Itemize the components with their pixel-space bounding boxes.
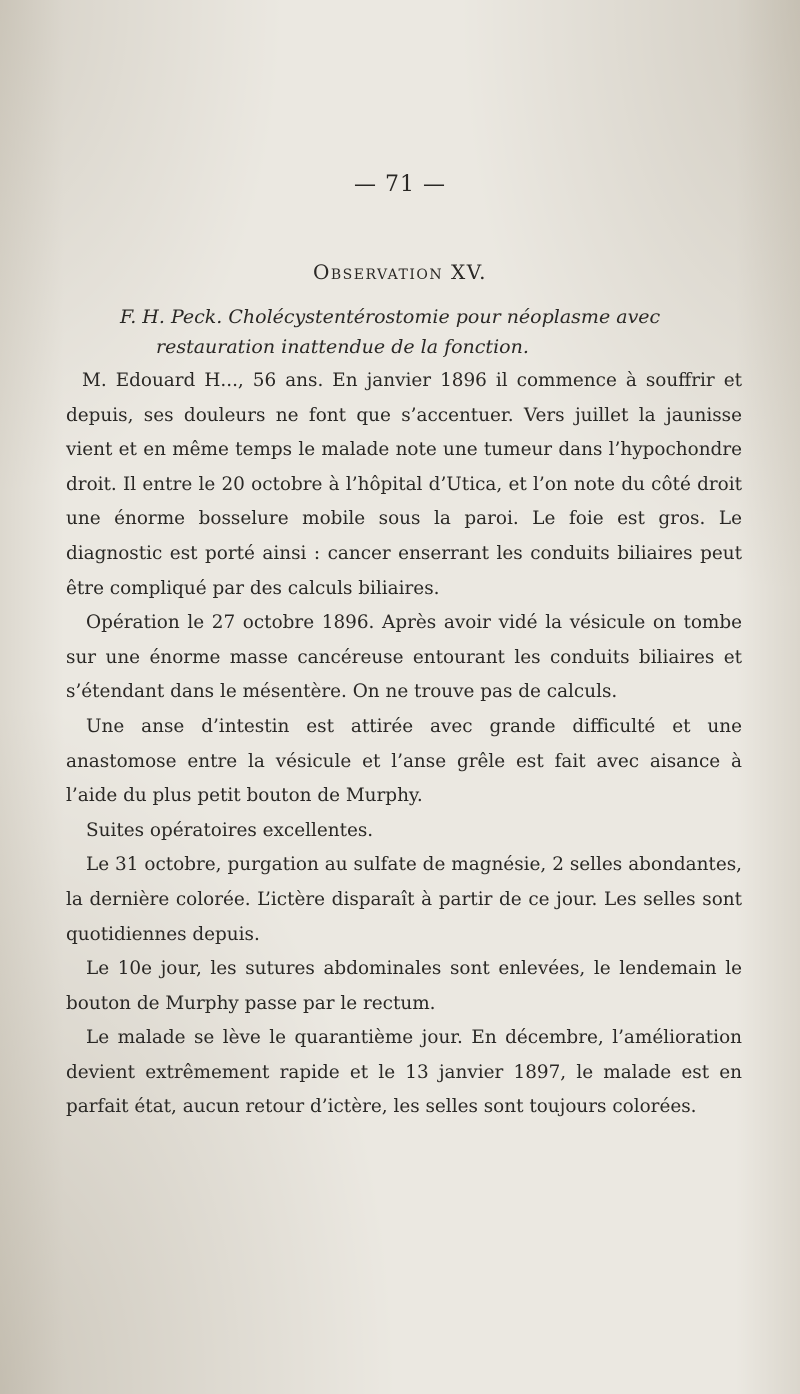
paragraph-recovery: Le malade se lève le quarantième jour. En décembre, l’amélioration devient extrêmement rapide et le 13 janvier 1897, le malade est en parfait état, aucun retour d’ictère, les selles sont toujours colorées. (66, 1027, 742, 1118)
subtitle-line-2: restauration inattendue de la fonction. (156, 336, 529, 358)
paragraph-sutures: Le 10e jour, les sutures abdominales sont enlevées, le lendemain le bouton de Murphy passe par le rectum. (66, 958, 742, 1014)
paragraph-operation: Opération le 27 octobre 1896. Après avoir vidé la vésicule on tombe sur une énorme masse cancéreuse entourant les conduits biliaires et s’étendant dans le mésentère. On ne trouve pas de calculs. (66, 612, 742, 703)
paragraph-postop: Suites opératoires excellentes. (86, 819, 374, 841)
subtitle-line-1: F. H. Peck. Cholécystentérostomie pour néoplasme avec (120, 306, 661, 328)
paragraph-anastomosis: Une anse d’intestin est attirée avec grande difficulté et une anastomose entre la vésicule et l’anse grêle est fait avec aisance à l’aide du plus petit bouton de Murphy. (66, 715, 742, 807)
body-text (66, 364, 742, 1125)
paragraph-patient-history: M. Edouard H..., 56 ans. En janvier 1896 il commence à souffrir et depuis, ses douleurs ne font que s’accentuer. Vers juillet la jaunisse vient et en même temps le malade note une tumeur dans l’hypochondre droit. Il entre le 20 octobre à l’hôpital d’Utica, et l’on note du côté droit une énorme bosselure mobile sous la paroi. Le foie est gros. Le diagnostic est porté ainsi : cancer enserrant les conduits biliaires peut être compliqué par des calculs biliaires. (66, 370, 742, 599)
observation-heading: Observation XV. (312, 260, 488, 284)
paragraph-purgation: Le 31 octobre, purgation au sulfate de magnésie, 2 selles abondantes, la dernière colorée. L’ictère disparaît à partir de ce jour. Les selles sont quotidiennes depuis. (66, 854, 742, 945)
page-number: — 71 — (354, 172, 446, 197)
observation-subtitle (120, 302, 720, 362)
